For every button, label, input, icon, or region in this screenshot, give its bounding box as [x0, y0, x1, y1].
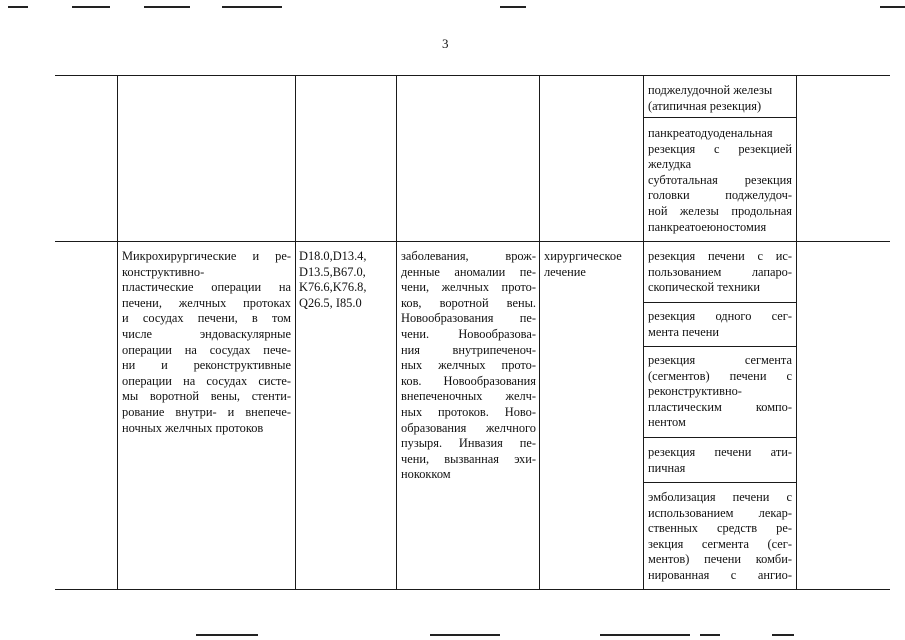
procedure-cell — [648, 309, 792, 340]
column-border — [396, 75, 397, 590]
disease-line: ков. Новообразования — [401, 373, 536, 388]
disease-line: чени, вызванная эхи- — [401, 451, 536, 466]
name-line: пластические операции на — [122, 280, 291, 295]
procedure-line: (атипичная резекция) — [648, 98, 762, 113]
scan-edge-mark — [430, 634, 500, 636]
procedure-line: панкреатоеюностомия — [648, 219, 767, 234]
column-border — [295, 75, 296, 590]
procedure-line: зекция сегмента (сег- — [648, 536, 792, 551]
disease-line: ков, воротной вены. — [401, 295, 536, 310]
procedure-line: ной железы продольная — [648, 203, 792, 218]
procedure-line: панкреатодуоденальная — [648, 126, 773, 140]
procedure-line: головки поджелудоч- — [648, 188, 792, 203]
name-line: Микрохирургические и ре- — [122, 249, 291, 263]
disease-cell — [401, 249, 536, 483]
name-line: операции на сосудах пече- — [122, 342, 291, 357]
disease-line: чени, желчных прото- — [401, 280, 536, 295]
scan-edge-mark — [600, 634, 690, 636]
procedure-line: резекция одного сег- — [648, 309, 792, 323]
procedure-cell — [648, 445, 792, 476]
code-line: K76.6,K76.8, — [299, 280, 367, 295]
procedure-line: ственных средств ре- — [648, 521, 792, 536]
name-line: числе эндоваскулярные — [122, 326, 291, 341]
procedure-line: нентом — [648, 415, 686, 430]
procedure-cell — [648, 126, 792, 235]
procedure-line: использованием лекар- — [648, 505, 792, 520]
name-line: конструктивно- — [122, 264, 205, 279]
disease-line: ния внутрипеченоч- — [401, 342, 536, 357]
disease-line: чени. Новообразова- — [401, 326, 536, 341]
procedure-line: субтотальная резекция — [648, 172, 792, 187]
procedure-line: пластическим компо- — [648, 399, 792, 414]
code-line: D13.5,B67.0, — [299, 264, 366, 279]
name-line: мы воротной вены, стенти- — [122, 389, 291, 404]
icd-codes-cell — [299, 249, 393, 311]
scan-edge-mark — [8, 6, 28, 8]
scan-edge-mark — [72, 6, 110, 8]
procedure-cell — [648, 353, 792, 431]
page-number: 3 — [442, 36, 449, 51]
procedure-line: пользованием лапаро- — [648, 264, 792, 279]
procedure-line: эмболизация печени с — [648, 490, 792, 504]
procedure-line: пичная — [648, 460, 686, 475]
scan-edge-mark — [772, 634, 794, 636]
treatment-type-cell — [544, 249, 640, 280]
procedure-cell — [648, 490, 792, 584]
treatment-line: хирургическое — [544, 249, 622, 263]
procedure-line: резекция печени с ис- — [648, 249, 792, 263]
scan-edge-mark — [500, 6, 526, 8]
column-border — [117, 75, 118, 590]
procedure-line: поджелудочной железы — [648, 83, 773, 97]
intervention-name-cell — [122, 249, 291, 436]
procedure-divider — [643, 302, 796, 303]
disease-line: внепеченочных желч- — [401, 389, 536, 404]
disease-line: ных желчных прото- — [401, 358, 536, 373]
disease-line: пузыря. Инвазия пе- — [401, 436, 536, 451]
code-line: Q26.5, I85.0 — [299, 295, 362, 310]
procedure-cell — [648, 249, 792, 296]
column-border — [643, 75, 644, 590]
scan-edge-mark — [222, 6, 282, 8]
disease-line: нококком — [401, 467, 451, 482]
disease-line: образования желчного — [401, 420, 536, 435]
procedure-divider — [643, 117, 796, 118]
procedure-line: скопической техники — [648, 280, 761, 295]
column-border — [539, 75, 540, 590]
name-line: ночных желчных протоков — [122, 420, 264, 435]
scan-edge-mark — [700, 634, 720, 636]
name-line: операции на сосудах систе- — [122, 373, 291, 388]
name-line: и сосудах печени, в том — [122, 311, 291, 326]
procedure-line: резекция сегмента — [648, 353, 792, 367]
procedure-line: резекция с резекцией — [648, 141, 792, 156]
procedure-divider — [643, 346, 796, 347]
column-border — [796, 75, 797, 590]
procedure-line: (сегментов) печени с — [648, 368, 792, 383]
scan-edge-mark — [144, 6, 190, 8]
code-line: D18.0,D13.4, — [299, 249, 367, 263]
procedure-line: ментов) печени комби- — [648, 552, 792, 567]
disease-line: заболевания, врож- — [401, 249, 536, 263]
treatment-line: лечение — [544, 264, 586, 279]
procedure-line: мента печени — [648, 324, 719, 339]
name-line: печени, желчных протоках — [122, 295, 291, 310]
disease-line: Новообразования пе- — [401, 311, 536, 326]
procedure-line: нированная с ангио- — [648, 567, 792, 582]
table-top-border — [55, 75, 890, 76]
name-line: ни и реконструктивные — [122, 358, 291, 373]
table-bottom-border — [55, 589, 890, 590]
procedure-line: реконструктивно- — [648, 384, 742, 399]
scan-edge-mark — [880, 6, 905, 8]
name-line: рование внутри- и внепече- — [122, 404, 291, 419]
procedure-divider — [643, 437, 796, 438]
procedure-cell — [648, 83, 792, 114]
scan-edge-mark — [196, 634, 258, 636]
disease-line: денные аномалии пе- — [401, 264, 536, 279]
procedure-line: желудка — [648, 157, 692, 172]
row-divider — [55, 241, 890, 242]
procedure-line: резекция печени ати- — [648, 445, 792, 459]
disease-line: ных протоков. Ново- — [401, 404, 536, 419]
procedure-divider — [643, 482, 796, 483]
